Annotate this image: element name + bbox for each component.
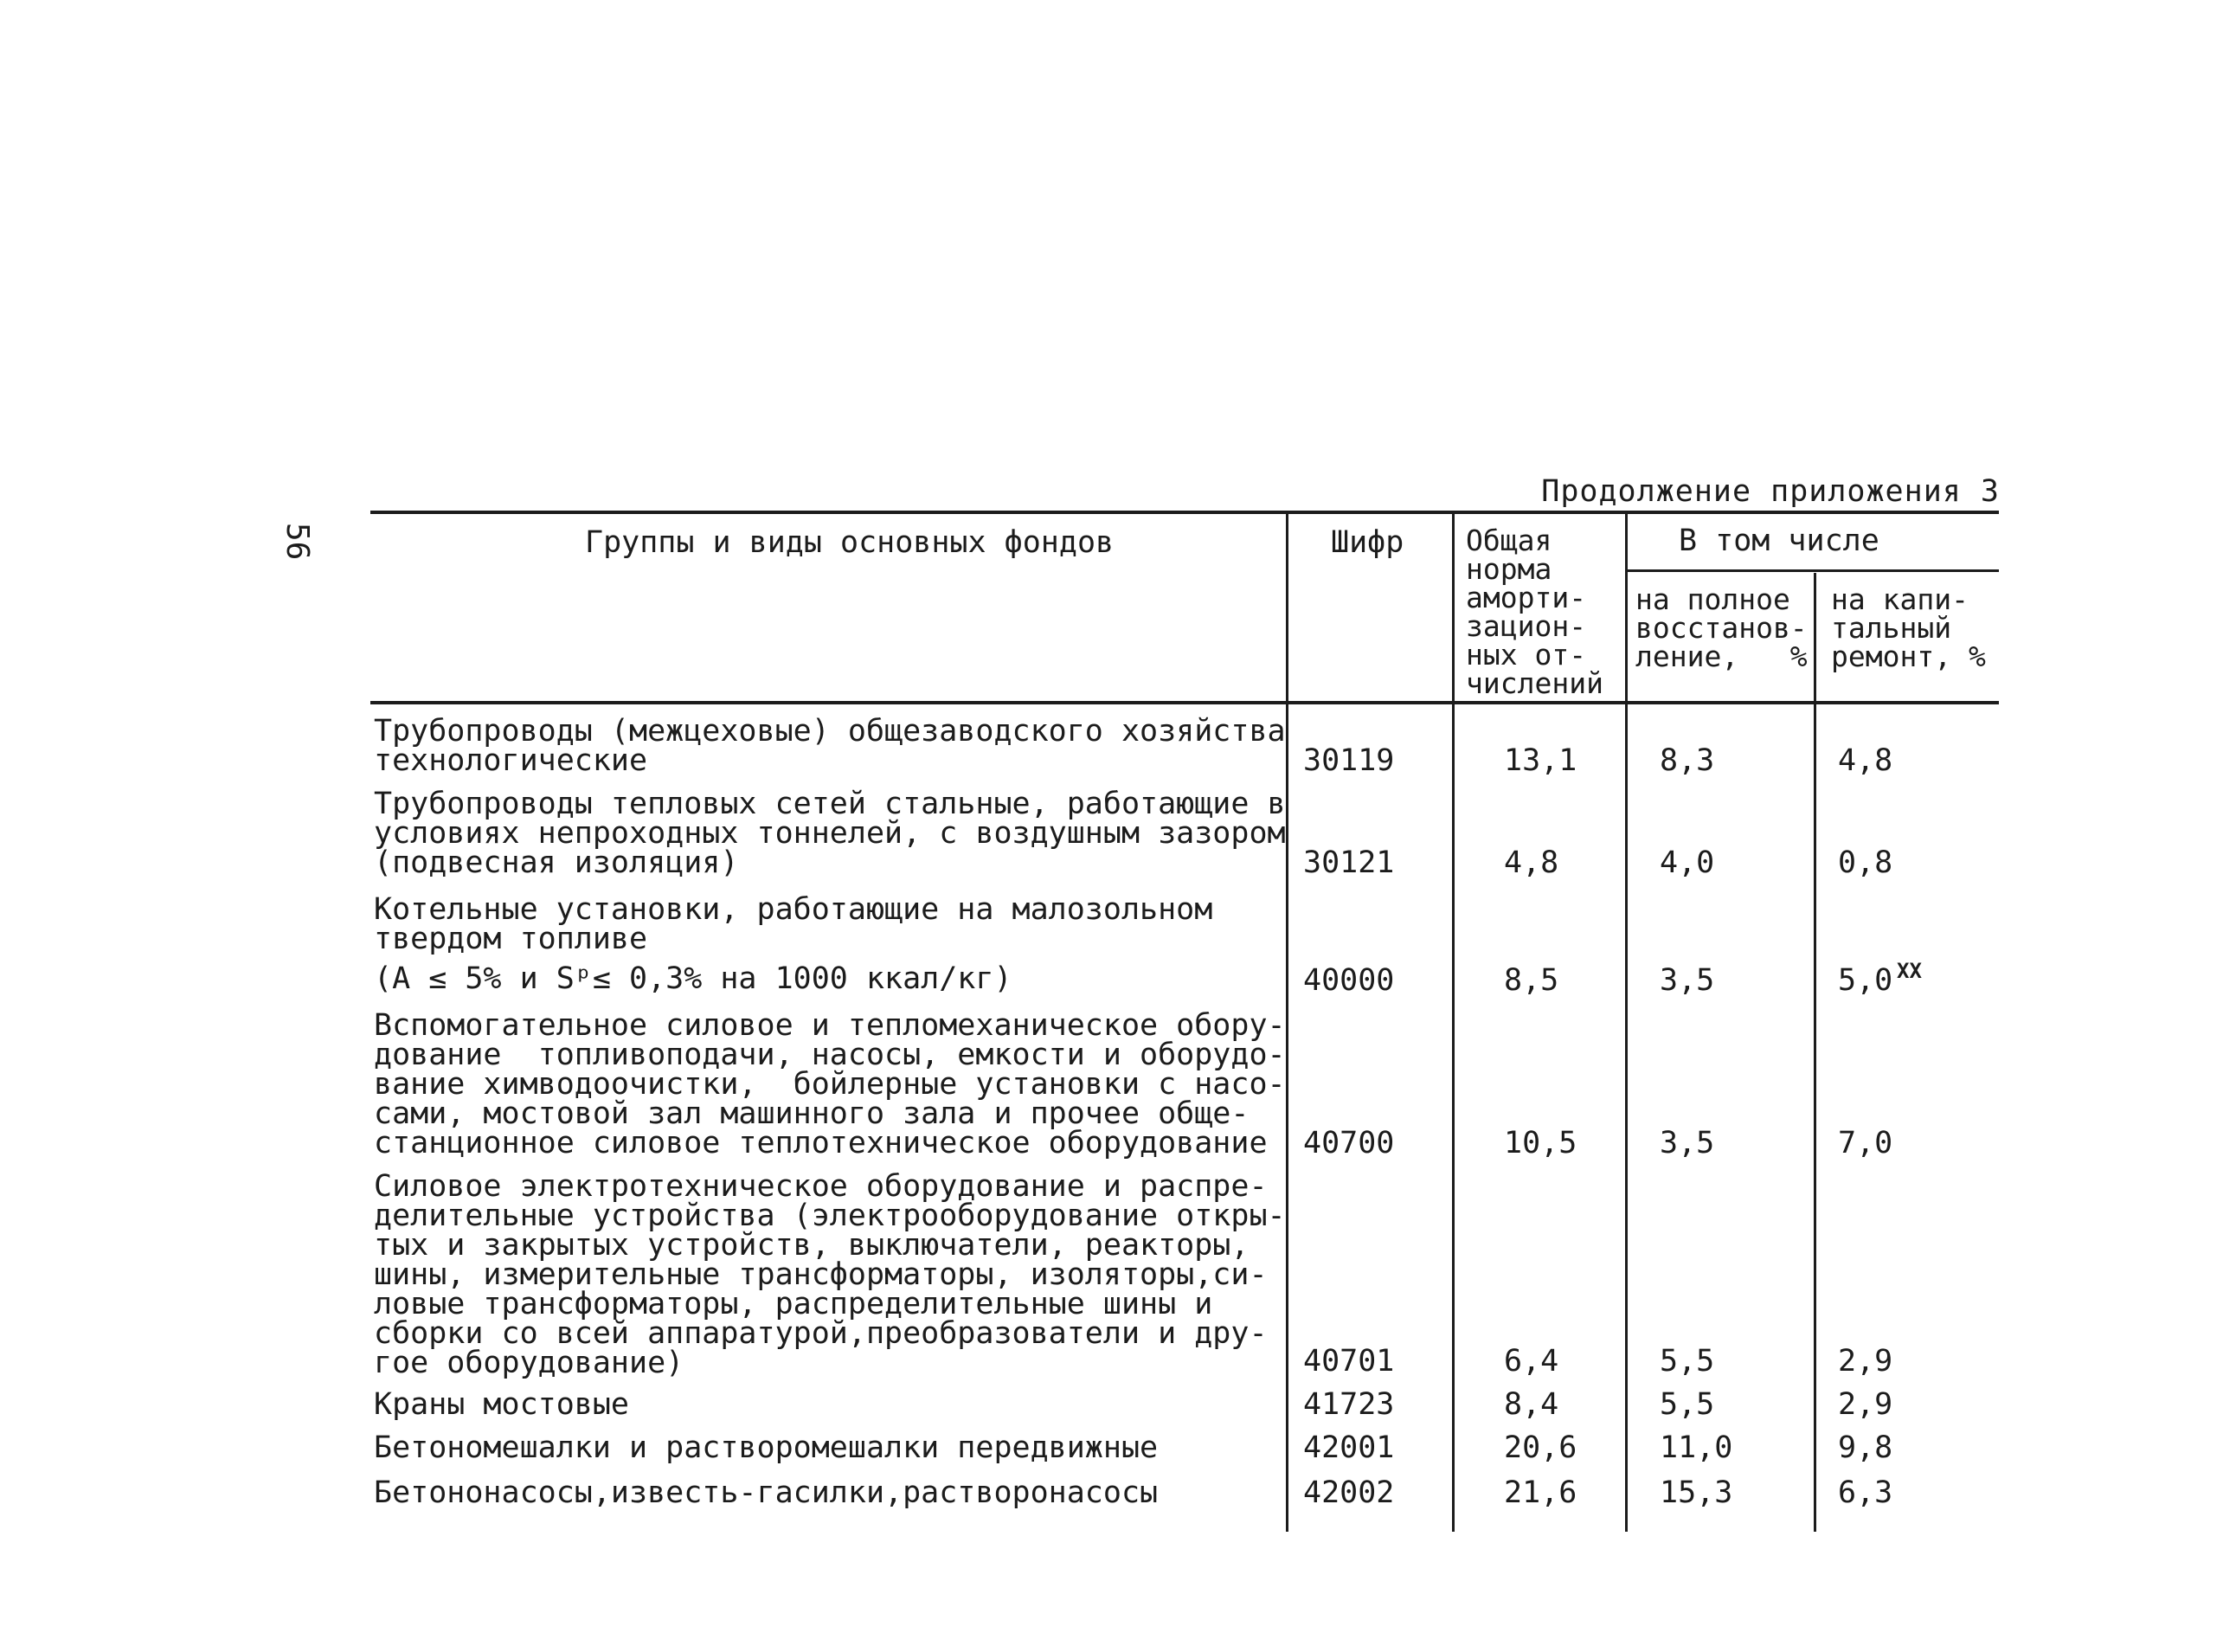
row-name: Бетононасосы,известь-гасилки,растворонасосы (374, 1475, 1159, 1510)
row-code: 42002 (1303, 1475, 1395, 1510)
header-full-restoration: на полное восстанов- ление, % (1635, 582, 1808, 673)
row-total: 8,5 (1504, 963, 1559, 998)
row-full: 3,5 (1660, 1126, 1715, 1160)
row-full: 11,0 (1660, 1430, 1733, 1465)
row-total: 10,5 (1504, 1126, 1577, 1160)
header-including: В том числе (1679, 524, 1879, 558)
row-full: 15,3 (1660, 1475, 1733, 1510)
row-capital: 2,9 (1838, 1344, 1893, 1379)
row-code: 40700 (1303, 1126, 1395, 1160)
row-total: 21,6 (1504, 1475, 1577, 1510)
row-name: Вспомогательное силовое и тепломеханическое обору- дование топливоподачи, насосы, емкости и оборудо- вание химводоочистки, бойлерные установки с насо- сами, мостовой зал машинного зала и прочее обще- станционное силовое теплотехническое оборудование (374, 1008, 1286, 1160)
row-capital: 2,9 (1838, 1387, 1893, 1422)
row-capital: 7,0 (1838, 1126, 1893, 1160)
header-group: Группы и виды основных фондов (585, 525, 1115, 560)
column-divider-2 (1452, 511, 1455, 1532)
row-full: 4,0 (1660, 845, 1715, 880)
column-divider-4 (1814, 573, 1816, 1532)
row-total: 20,6 (1504, 1430, 1577, 1465)
row-code: 30121 (1303, 845, 1395, 880)
row-full: 3,5 (1660, 963, 1715, 998)
row-name: Котельные установки, работающие на малозольном твердом топливе (374, 892, 1213, 956)
row-capital: 9,8 (1838, 1430, 1893, 1465)
row-name: (A ≤ 5% и Sᵖ≤ 0,3% на 1000 ккал/кг) (374, 961, 1012, 996)
row-name: Трубопроводы (межцеховые) общезаводского хозяйства технологические (374, 714, 1286, 778)
row-total: 6,4 (1504, 1344, 1559, 1379)
header-capital-repair: на капи- тальный ремонт, % (1831, 582, 1986, 673)
row-name: Краны мостовые (374, 1387, 630, 1422)
row-name: Бетономешалки и растворомешалки передвижные (374, 1430, 1159, 1465)
row-code: 30119 (1303, 743, 1395, 778)
footnote-mark: XX (1897, 959, 1922, 983)
row-capital: 6,3 (1838, 1475, 1893, 1510)
column-divider-1 (1286, 511, 1288, 1532)
row-total: 4,8 (1504, 845, 1559, 880)
header-total-norm: Общая норма аморти- зацион- ных от- числений (1466, 524, 1603, 700)
row-capital: 0,8 (1838, 845, 1893, 880)
row-total: 13,1 (1504, 743, 1577, 778)
row-full: 5,5 (1660, 1344, 1715, 1379)
header-bottom-rule (370, 701, 1999, 704)
header-code: Шифр (1331, 525, 1404, 560)
row-code: 41723 (1303, 1387, 1395, 1422)
row-name: Силовое электротехническое оборудование и распре- делительные устройства (электрооборудование откры- тых и закрытых устройств, выключатели, реакторы, шины, измерительные трансформаторы, изоляторы,си- ловые трансформаторы, распределительные шины и сборки со всей аппаратурой,преобразователи и дру- гое оборудование) (374, 1169, 1286, 1380)
row-name: Трубопроводы тепловых сетей стальные, работающие в условиях непроходных тоннелей, с воздушным зазором (подвесная изоляция) (374, 787, 1286, 880)
row-code: 40701 (1303, 1344, 1395, 1379)
row-capital: 4,8 (1838, 743, 1893, 778)
row-total: 8,4 (1504, 1387, 1559, 1422)
depreciation-table (370, 511, 1999, 1532)
page-number: 56 (279, 523, 315, 561)
row-code: 42001 (1303, 1430, 1395, 1465)
row-code: 40000 (1303, 963, 1395, 998)
table-top-rule (370, 511, 1999, 514)
row-capital: 5,0 (1838, 963, 1893, 998)
subheader-rule (1625, 569, 1999, 572)
row-full: 8,3 (1660, 743, 1715, 778)
column-divider-3 (1625, 511, 1628, 1532)
continuation-heading: Продолжение приложения 3 (1541, 474, 2000, 509)
row-full: 5,5 (1660, 1387, 1715, 1422)
